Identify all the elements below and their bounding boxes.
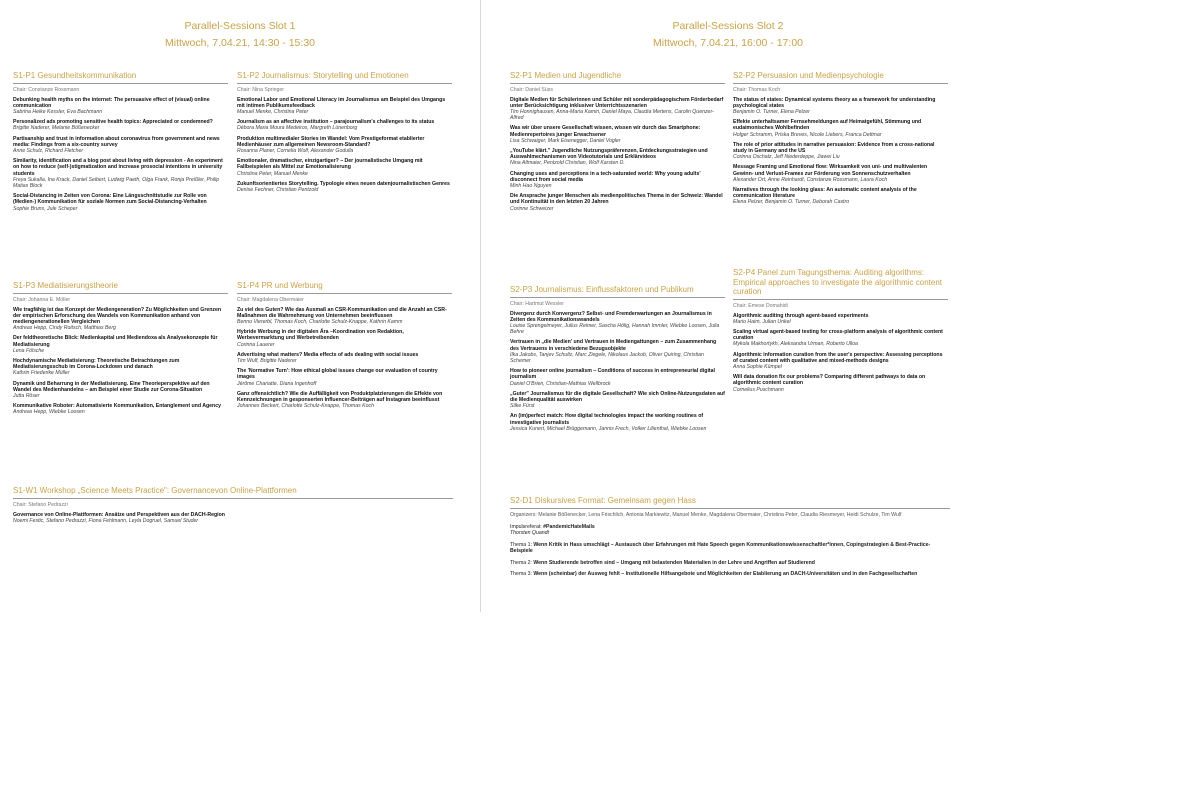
session-chair: Chair: Nina Springer: [237, 86, 284, 93]
talk-authors: Andreas Hepp, Cindy Roitsch, Matthias Berg: [13, 325, 116, 332]
session-chair: Chair: Johanna E. Möller: [13, 296, 71, 303]
talk-entry: [13, 335, 228, 354]
theme-3: [510, 571, 950, 577]
talk-entry: [13, 403, 228, 415]
talk-authors: Sophie Bruns, Jule Scheper: [13, 205, 78, 212]
talk-authors: Manuel Menke, Christina Peter: [237, 108, 309, 115]
talk-title: Produktion multimedialer Stories im Wandel: Vom Prestigeformat etablierter Medienhäuser zum allgemeinen Newsroom-Standard?: [237, 135, 425, 148]
talk-entry: [13, 307, 228, 332]
talk-title: The role of prior attitudes in narrative persuasion: Evidence from a cross-national study in Germany and the US: [733, 141, 935, 154]
talk-authors: Corinne Schweizer: [510, 205, 554, 212]
talk-entry: [733, 374, 948, 393]
talk-authors: Louise Sprengelmeyer, Julius Reimer, Sascha Hölig, Hannah Immler, Wiebke Loosen, Julia Behre: [510, 322, 720, 336]
talk-authors: Lisa Schwaiger, Mark Eisenegger, Daniel Vogler: [510, 137, 621, 144]
talk-authors: Ilka Jakobs, Tanjev Schultz, Marc Ziegele, Nikolaus Jackob, Oliver Quiring, Christian Schemer: [510, 351, 704, 364]
slot1-title: Parallel-Sessions Slot 1: [184, 20, 296, 32]
talk-entry: [13, 158, 228, 189]
talk-title: Dynamik und Beharrung in der Mediatisierung. Eine Theorieperspektive auf den Wandel des Medienhandelns – am Beispiel einer Studie zur Corona-Situation: [13, 380, 210, 393]
talk-title: Divergenz durch Konvergenz? Selbst- und Fremderwartungen an Journalismus in Zeiten des Kommunikationswandels: [510, 310, 712, 323]
talk-title: Hybride Werbung in der digitalen Ära –Koordination von Redaktion, Werbevermarktung und Werbetreibenden: [237, 329, 404, 342]
talk-title: Governance von Online-Plattformen: Ansätze und Perspektiven aus der DACH-Region: [13, 511, 225, 518]
talk-authors: Johannes Beckert, Charlotte Schulz-Knappe, Thomas Koch: [237, 403, 374, 410]
session-title: S2-P1 Medien und Jugendliche: [510, 71, 725, 84]
slot1-column: [0, 0, 480, 800]
session-title: S2-P2 Persuasion und Medienpsychologie: [733, 71, 948, 84]
talk-authors: Kathrin Friederike Müller: [13, 370, 70, 377]
talk-entry: [510, 368, 725, 387]
session-s1-p2: [237, 71, 452, 197]
talk-authors: Corinna Oschatz, Jeff Niederdeppe, Jiawei Liu: [733, 154, 840, 161]
talk-title: „YouTube klärt." Jugendliche Nutzungspräferenzen, Entdeckungsstrategien und Auswahlmechanismen von Videotutorials und Erklärvideos: [510, 147, 708, 161]
talk-title: An (im)perfect match: How digital technologies impact the working routines of investigative journalists: [510, 413, 704, 426]
session-chair: Chair: Emese Domahidi: [733, 302, 788, 309]
talk-entry: [510, 125, 725, 144]
talk-authors: Débora Maria Moura Medeiros, Margreth Lünenborg: [237, 125, 358, 132]
talk-title: Vertrauen in „die Medien' und Vertrauen in Mediengattungen – zum Zusammenhang des Vertrauens in verschiedene Bezugsobjekte: [510, 339, 717, 352]
session-title: S1-W1 Workshop „Science Meets Practice": Governancevon Online-Plattformen: [13, 486, 453, 499]
talk-title: Emotional Labor und Emotional Literacy im Journalismus am Beispiel des Umgangs mit intimen Publikumsfeedback: [237, 96, 446, 109]
slot1-header: [0, 18, 480, 52]
talk-entry: [237, 352, 452, 364]
talk-entry: [237, 97, 452, 116]
talk-title: Hochdynamische Mediatisierung: Theoretische Betrachtungen zum Mediatisierungsschub im Corona-Lockdown und danach: [13, 357, 180, 371]
talk-entry: [237, 136, 452, 155]
impulse-author: Thorsten Quandt: [510, 530, 549, 537]
talk-authors: Christina Peter, Manuel Menke: [237, 170, 308, 177]
talk-entry: [510, 391, 725, 410]
talk-entry: [733, 142, 948, 161]
talk-title: The 'Normative Turn': How ethical global issues change our evaluation of country images: [237, 368, 438, 381]
talk-entry: [237, 368, 452, 387]
talk-title: Zukunftsorientiertes Storytelling. Typologie eines neuen datenjournalistischen Genres: [237, 180, 450, 187]
talk-authors: Nina Altmaier, Pentzold Christian, Wolf Karsten D.: [510, 160, 625, 167]
talk-entry: [237, 158, 452, 177]
talk-authors: Corinna Lauerer: [237, 341, 275, 348]
session-title: S2-D1 Diskursives Format: Gemeinsam gegen Hass: [510, 496, 950, 509]
theme-label: Thema 1:: [510, 541, 534, 548]
talk-title: Changing uses and perceptions in a tech-saturated world: Why young adults' disconnect from social media: [510, 170, 701, 183]
talk-authors: Jutta Röser: [13, 392, 40, 399]
talk-authors: Mario Haim, Julian Unkel: [733, 318, 791, 325]
session-chair: Chair: Constanze Rossmann: [13, 86, 80, 93]
talk-title: Scaling virtual agent-based testing for cross-platform analysis of algorithmic content curation: [733, 328, 943, 342]
talk-title: Narratives through the looking glass: An automatic content analysis of the communication literature: [733, 186, 917, 200]
talk-authors: Tim Honnighausen, Anna-Maria Kamin, Daniel Maya, Claudia Mertens, Carolin Quenzer-Alfred: [510, 108, 714, 122]
talk-title: Will data donation fix our problems? Comparing different pathways to data on algorithmic content curation: [733, 374, 926, 387]
talk-authors: Benjamin O. Turner, Elena Pelzer: [733, 108, 810, 115]
session-chair: Chair: Hartmut Wessler: [510, 300, 564, 307]
impulse-label: Impulsreferat:: [510, 523, 544, 530]
talk-entry: [733, 164, 948, 183]
talk-title: Die Ansprache junger Menschen als medienpolitisches Thema in der Schweiz: Wandel und Kontinuität in den letzten 20 Jahren: [510, 193, 723, 206]
talk-entry: [733, 313, 948, 325]
talk-entry: [237, 391, 452, 410]
theme-1: [510, 542, 950, 555]
talk-title: The status of states: Dynamical systems theory as a framework for understanding psychological states: [733, 96, 936, 109]
impulse-talk: [510, 524, 950, 537]
session-title: S1-P2 Journalismus: Storytelling und Emotionen: [237, 71, 452, 84]
talk-title: Wie tragfähig ist das Konzept der Mediengeneration? Zu Möglichkeiten und Grenzen der empirischen Erforschung des Wandels von Kommunikation anhand von mediengenerationellen Vergleichen: [13, 306, 222, 325]
talk-entry: [237, 307, 452, 326]
talk-title: Message Framing und Emotional flow: Wirksamkeit von uni- und multivalenten Gewinn- und Verlust-Frames zur Förderung von Sonnenschutzverhalten: [733, 164, 928, 177]
talk-authors: Freya Sukalla, Ina Krack, Daniel Seibert, Ludwig Paeth, Olga Frank, Ronja Preißler, Philip Matias Block: [13, 176, 220, 189]
talk-entry: [13, 358, 228, 377]
talk-authors: Rosanna Planer, Cornelia Wolf, Alexander Godulla: [237, 147, 354, 154]
talk-authors: Elena Pelzer, Benjamin O. Turner, Deborah Castro: [733, 199, 850, 206]
talk-authors: Mykola Makhortykh, Aleksandra Urman, Roberto Ulloa: [733, 341, 858, 348]
session-title: S1-P3 Mediatisierungstheorie: [13, 281, 228, 294]
session-chair: Chair: Stefano Pedrazzi: [13, 501, 68, 508]
talk-title: Zu viel des Guten? Wie das Ausmaß an CSR-Kommunikation und die Anzahl an CSR-Maßnahmen die Wahrnehmung von Unternehmen beeinflussen: [237, 306, 447, 319]
session-title: S1-P1 Gesundheitskommunikation: [13, 71, 228, 84]
session-s1-w1: [13, 486, 453, 528]
talk-entry: [13, 136, 228, 155]
session-chair: Chair: Thomas Koch: [733, 86, 781, 93]
session-title: S1-P4 PR und Werbung: [237, 281, 452, 294]
talk-title: Ganz offensichtlich? Wie die Auffälligkeit von Produktplatzierungen die Effekte von Kennzeichnungen in gesponserten Influencer-Beiträgen auf Instagram beeinflusst: [237, 390, 443, 403]
slot1-time: Mittwoch, 7.04.21, 14:30 - 15:30: [164, 37, 315, 49]
talk-title: How to pioneer online journalism – Conditions of success in entrepreneurial digital journalism: [510, 368, 715, 381]
talk-authors: Silke Fürst: [510, 403, 535, 410]
talk-entry: [733, 352, 948, 371]
session-s1-p1: [13, 71, 228, 216]
session-chair: Chair: Daniel Süss: [510, 86, 553, 93]
talk-title: Effekte unterhaltsamer Fernsehmeldungen auf Heimatgefühl, Stimmung und eudaimonisches Wohlbefinden: [733, 119, 922, 132]
theme-label: Thema 2:: [510, 559, 534, 566]
theme-text: Wenn (scheinbar) der Ausweg fehlt – Institutionelle Hilfsangebote und Möglichkeiten der Etablierung an DACH-Universitäten und in den Fachgesellschaften: [533, 570, 918, 577]
talk-title: Der feldtheoretische Blick: Medienkapital und Mediendoxa als Analysekonzepte für Mediatisierung: [13, 335, 218, 348]
talk-authors: Minh Hao Nguyen: [510, 182, 552, 189]
talk-entry: [13, 97, 228, 116]
talk-title: Kommunikative Roboter: Automatisierte Kommunikation, Entanglement und Agency: [13, 403, 222, 410]
talk-title: Social-Distancing in Zeiten von Corona: Eine Längsschnittstudie zur Rolle von (Medien-) Kommunikation für soziale Normen zum Social-Distancing-Verhalten: [13, 193, 207, 206]
theme-text: Wenn Studierende betroffen sind – Umgang mit belastenden Materialien in der Lehre und Angriffen auf Studierend: [533, 559, 815, 566]
organizers: Organizers: Melanie Bößenecker, Lena Frischlich, Antonia Markiewitz, Manuel Menke, Magdalena Obermaier, Christina Peter, Claudia Riesmeyer, Heidi Schulze, Tim Wulf: [510, 511, 902, 518]
session-title: S2-P3 Journalismus: Einflussfaktoren und Publikum: [510, 285, 725, 298]
talk-authors: Anne Schulz, Richard Fletcher: [13, 147, 84, 154]
talk-entry: [13, 119, 228, 131]
talk-entry: [13, 193, 228, 212]
session-s1-p4: [237, 281, 452, 413]
talk-title: Was wir über unsere Gesellschaft wissen, wissen wir durch das Smartphone: Medienrepertoires junger Erwachsener: [510, 125, 701, 138]
theme-text: Wenn Kritik in Hass umschlägt – Austausch über Erfahrungen mit Hate Speech gegen Kommunikationswissenschaftler*innen, Copingstrategien & Best-Practice-Beispiele: [510, 541, 931, 555]
talk-entry: [510, 311, 725, 336]
talk-authors: Sabrina Heike Kessler, Eva Bachmann: [13, 108, 103, 115]
talk-authors: Jérôme Chariatte, Diana Ingenhoff: [237, 380, 317, 387]
talk-entry: [13, 381, 228, 400]
talk-title: Similarity, identification and a blog post about living with depression - An experiment on how to reduce (self-)stigmatization and increase prosocial intentions in university students: [13, 158, 223, 177]
talk-entry: [733, 119, 948, 138]
talk-authors: Denise Fechner, Christian Pentzold: [237, 186, 319, 193]
talk-title: Partisanship and trust in information about coronavirus from government and news media: Findings from a six-country survey: [13, 135, 220, 148]
talk-title: Personalized ads promoting sensitive health topics: Appreciated or condemned?: [13, 119, 213, 126]
talk-authors: Alexander Ort, Anne Reinhardt, Constanze Rossmann, Laura Koch: [733, 176, 888, 183]
talk-entry: [733, 187, 948, 206]
slot2-column: [480, 0, 1200, 800]
talk-entry: [733, 329, 948, 348]
talk-authors: Anna Sophie Kümpel: [733, 363, 782, 370]
talk-entry: [510, 97, 725, 122]
talk-entry: [237, 119, 452, 131]
session-chair: Chair: Magdalena Obermaier: [237, 296, 304, 303]
talk-authors: Daniel O'Brien, Christian-Mathias Wellbrock: [510, 380, 611, 387]
session-s2-p1: [510, 71, 725, 216]
talk-title: Digitale Medien für Schülerinnen und Schüler mit sonderpädagogischem Förderbedarf unter Berücksichtigung inklusiver Unterrichtsszenarien: [510, 96, 724, 109]
session-s2-p3: [510, 285, 725, 436]
session-s1-p3: [13, 281, 228, 420]
impulse-title: #PandemicHateMails: [543, 523, 595, 530]
session-title: S2-P4 Panel zum Tagungsthema: Auditing algorithms: Empirical approaches to investigate the algorithmic content curation: [733, 268, 948, 300]
talk-authors: Benno Viererbl, Thomas Koch, Charlotte Schulz-Knappe, Kathrin Kamm: [237, 318, 403, 325]
talk-title: Emotionaler, dramatischer, einzigartiger? – Der journalistische Umgang mit Fallbeispielen als Mittel zur Emotionalisierung: [237, 158, 423, 171]
talk-authors: Holger Schramm, Priska Breves, Nicole Liebers, Franca Dettmar: [733, 131, 882, 138]
talk-entry: [510, 193, 725, 212]
talk-authors: Lena Fölsche: [13, 347, 45, 354]
talk-entry: [13, 512, 453, 524]
talk-title: Algorithmic information curation from the user's perspective: Assessing perceptions of curated content with qualitative and mixed-methods designs: [733, 351, 943, 364]
session-s2-p4: [733, 268, 948, 397]
talk-title: Algorithmic auditing through agent-based experiments: [733, 312, 869, 319]
session-s2-d1: [510, 496, 950, 582]
talk-authors: Tim Wulf, Brigitte Naderer: [237, 357, 297, 364]
slot2-time: Mittwoch, 7.04.21, 16:00 - 17:00: [652, 37, 803, 49]
session-s2-p2: [733, 71, 948, 210]
talk-title: Advertising what matters? Media effects of ads dealing with social issues: [237, 351, 419, 358]
talk-title: Debunking health myths on the internet: The persuasive effect of (visual) online communication: [13, 96, 210, 109]
talk-authors: Noemi Festic, Stefano Pedrazzi, Fiona Fehlmann, Leyla Dogruel, Samuel Studer: [13, 517, 199, 524]
talk-authors: Brigitte Naderer, Melanie Bößenecker: [13, 125, 100, 132]
talk-entry: [510, 148, 725, 167]
slot2-title: Parallel-Sessions Slot 2: [672, 20, 784, 32]
talk-authors: Andreas Hepp, Wiebke Loosen: [13, 409, 85, 416]
talk-title: Journalism as an affective institution – parajournalism's challenges to its status: [237, 119, 435, 126]
talk-entry: [237, 181, 452, 193]
theme-label: Thema 3:: [510, 570, 534, 577]
talk-entry: [510, 339, 725, 364]
talk-authors: Cornelius Puschmann: [733, 386, 784, 393]
talk-entry: [510, 171, 725, 190]
theme-2: [510, 560, 950, 566]
talk-title: „Guter" Journalismus für die digitale Gesellschaft? Wie sich Online-Nutzungsdaten auf die Medienqualität auswirken: [510, 390, 725, 403]
talk-authors: Jessica Kunert, Michael Brüggemann, Jannis Frech, Volker Lilienthal, Wiebke Loosen: [510, 425, 707, 432]
talk-entry: [237, 329, 452, 348]
talk-entry: [733, 97, 948, 116]
slot2-header: [488, 18, 968, 52]
talk-entry: [510, 413, 725, 432]
